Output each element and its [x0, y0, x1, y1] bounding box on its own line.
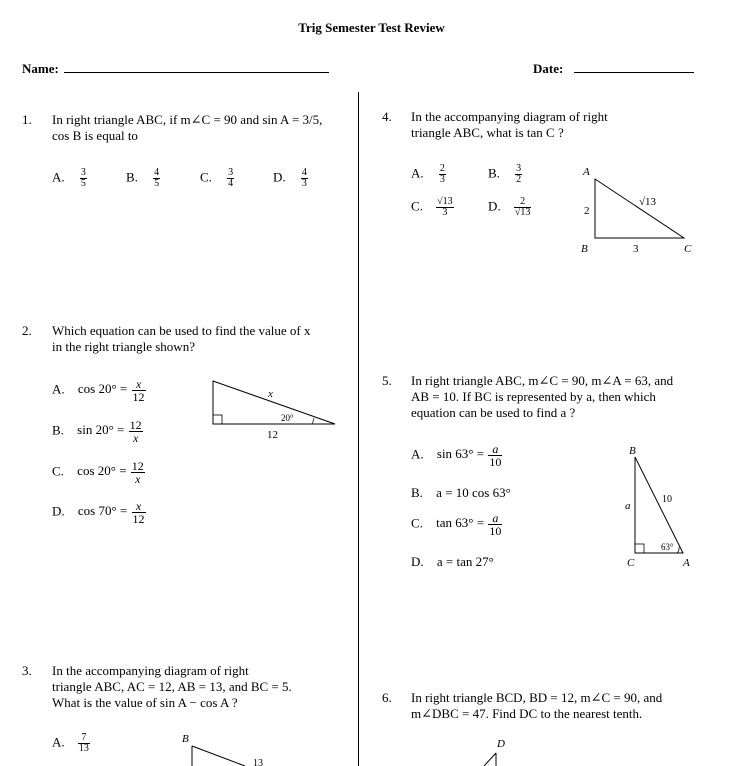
q5-option-a-fraction — [488, 443, 502, 468]
q3-number: 3. — [22, 663, 32, 678]
q1-option-b-label: B. — [126, 169, 138, 185]
q6-line-1: In right triangle BCD, BD = 12, m∠C = 90, and — [411, 690, 663, 705]
q4-option-b-num: 3 — [516, 163, 522, 174]
q4-line-1: In the accompanying diagram of right — [411, 109, 608, 124]
q1-option-c-label: C. — [200, 169, 212, 185]
q2-number: 2. — [22, 323, 32, 338]
q4-option-d-label: D. — [488, 198, 501, 214]
q1-option-a-den: 5 — [80, 178, 86, 189]
q1-option-d-fraction — [301, 168, 308, 189]
q4-line-2: triangle ABC, what is tan C ? — [411, 125, 564, 140]
q4-option-b[interactable] — [488, 164, 523, 185]
q5-option-c-den: 10 — [489, 524, 502, 538]
column-divider — [358, 92, 359, 766]
q6-number: 6. — [382, 690, 392, 705]
q4-option-b-fraction — [515, 164, 522, 185]
q5-angle-arc — [677, 547, 679, 553]
q2-option-b-num: 12 — [129, 418, 142, 432]
q2-line-1: Which equation can be used to find the value of x — [52, 323, 311, 338]
q2-option-d-lhs: cos 70° = — [77, 503, 128, 519]
q6-side-db — [484, 753, 496, 766]
q2-option-b[interactable] — [52, 419, 144, 444]
q2-option-c[interactable] — [52, 460, 146, 485]
q5-vertex-b: B — [629, 445, 636, 457]
q6-vertex-d: D — [497, 738, 505, 750]
q1-option-d[interactable] — [273, 168, 309, 189]
q1-option-a-num: 3 — [80, 167, 86, 178]
q2-option-c-fraction — [131, 460, 145, 485]
q4-option-c[interactable] — [411, 197, 455, 218]
q2-option-a-num: x — [132, 378, 146, 391]
q1-option-c[interactable] — [200, 168, 235, 189]
q6-triangle-diagram — [470, 733, 520, 766]
q5-option-a-num: a — [488, 443, 502, 456]
q1-option-a-label: A. — [52, 169, 65, 185]
q5-vertex-a: A — [683, 557, 690, 569]
q4-vertex-b: B — [581, 243, 588, 255]
q4-side-bc: 3 — [633, 243, 639, 255]
q3-side-label: 13 — [253, 758, 263, 766]
q2-option-a-den: 12 — [132, 390, 145, 404]
q2-triangle-diagram — [205, 375, 345, 445]
q5-angle-label: 63° — [661, 542, 674, 552]
q3-line-2: triangle ABC, AC = 12, AB = 13, and BC = 5. — [52, 679, 292, 694]
q5-side-a: a — [625, 500, 631, 512]
q2-triangle — [213, 381, 335, 424]
q4-option-b-label: B. — [488, 165, 500, 181]
date-field[interactable] — [574, 72, 694, 73]
q3-triangle-diagram — [175, 728, 275, 766]
q5-line-1: In right triangle ABC, m∠C = 90, m∠A = 63, and — [411, 373, 674, 388]
q5-option-c-lhs: tan 63° = — [436, 515, 485, 531]
q4-option-a[interactable] — [411, 164, 447, 185]
q3-side-ab — [192, 746, 245, 766]
q3-option-a-fraction — [78, 733, 90, 754]
q4-option-d-num: 2 — [514, 197, 532, 208]
q1-option-d-den: 3 — [301, 178, 307, 189]
page-title: Trig Semester Test Review — [298, 20, 445, 35]
q5-triangle-diagram — [615, 440, 705, 575]
q4-option-a-fraction — [439, 164, 446, 185]
q4-option-c-num: √13 — [437, 196, 453, 207]
q3-line-3: What is the value of sin A − cos A ? — [52, 695, 238, 710]
q5-option-a-den: 10 — [489, 455, 502, 469]
q5-number: 5. — [382, 373, 392, 388]
q4-option-d[interactable] — [488, 197, 532, 218]
q4-option-c-label: C. — [411, 198, 423, 214]
name-label: Name: — [22, 61, 59, 76]
q4-triangle-diagram — [575, 160, 705, 260]
q2-option-a[interactable] — [52, 378, 147, 403]
q5-option-d-label: D. — [411, 554, 424, 569]
q3-vertex-b: B — [182, 733, 189, 745]
q2-right-angle-mark — [213, 415, 222, 424]
q2-option-b-fraction — [129, 419, 143, 444]
q5-option-b-label: B. — [411, 485, 423, 500]
q2-option-a-lhs: cos 20° = — [77, 381, 128, 397]
q2-option-b-lhs: sin 20° = — [77, 422, 125, 438]
q1-number: 1. — [22, 112, 32, 127]
date-label: Date: — [533, 61, 564, 76]
q4-side-ab: 2 — [584, 205, 590, 217]
q1-option-c-num: 3 — [228, 167, 234, 178]
q5-option-d[interactable] — [411, 554, 494, 570]
q4-side-ac: √13 — [639, 196, 657, 208]
q1-line-2: cos B is equal to — [52, 128, 138, 143]
q5-option-c[interactable] — [411, 512, 503, 537]
q2-option-d-label: D. — [52, 503, 65, 519]
q1-option-b[interactable] — [126, 168, 161, 189]
q2-option-a-label: A. — [52, 381, 65, 397]
q5-option-b-text: a = 10 cos 63° — [436, 485, 511, 500]
q2-option-c-num: 12 — [131, 459, 144, 473]
q6-line-2: m∠DBC = 47. Find DC to the nearest tenth. — [411, 706, 643, 721]
q2-option-b-label: B. — [52, 422, 64, 438]
q4-option-d-fraction — [514, 197, 532, 218]
q3-option-a-num: 7 — [78, 733, 90, 744]
q2-option-d-den: 12 — [132, 512, 145, 526]
q2-line-2: in the right triangle shown? — [52, 339, 195, 354]
q1-option-a-fraction — [80, 168, 87, 189]
q3-option-a-den: 13 — [78, 743, 89, 754]
q4-triangle — [595, 179, 684, 238]
q5-hyp-label: 10 — [662, 494, 672, 505]
q2-option-c-lhs: cos 20° = — [77, 463, 127, 479]
q3-option-a-label: A. — [52, 734, 65, 750]
q2-option-d[interactable] — [52, 500, 147, 525]
q4-vertex-a: A — [583, 166, 590, 178]
q5-option-a-label: A. — [411, 446, 424, 462]
q3-line-1: In the accompanying diagram of right — [52, 663, 249, 678]
q4-option-a-num: 2 — [439, 163, 445, 174]
q5-line-2: AB = 10. If BC is represented by a, then which — [411, 389, 656, 404]
q4-option-a-den: 3 — [439, 174, 445, 185]
q2-angle-label: 20° — [281, 413, 294, 423]
q5-option-d-text: a = tan 27° — [436, 554, 494, 569]
q5-right-angle-mark — [635, 544, 644, 553]
q5-option-c-num: a — [488, 512, 502, 525]
q5-line-3: equation can be used to find a ? — [411, 405, 576, 420]
q2-base-label: 12 — [267, 429, 278, 441]
q2-option-a-fraction — [132, 378, 146, 403]
q5-triangle — [635, 457, 683, 553]
q2-option-c-den: x — [135, 472, 141, 486]
q1-option-b-den: 5 — [154, 178, 160, 189]
q5-option-c-fraction — [488, 512, 502, 537]
q4-vertex-c: C — [684, 243, 692, 255]
q4-option-c-fraction — [436, 197, 454, 218]
q1-option-d-num: 4 — [301, 167, 307, 178]
q5-option-c-label: C. — [411, 515, 423, 531]
q2-option-d-fraction — [132, 500, 146, 525]
q1-option-d-label: D. — [273, 169, 286, 185]
q5-option-a-lhs: sin 63° = — [436, 446, 485, 462]
q2-hyp-label: x — [268, 388, 273, 400]
q1-option-b-num: 4 — [154, 167, 160, 178]
q4-number: 4. — [382, 109, 392, 124]
q5-option-b[interactable] — [411, 485, 511, 501]
q2-option-c-label: C. — [52, 463, 64, 479]
q5-vertex-c: C — [627, 557, 635, 569]
name-field[interactable] — [64, 72, 329, 73]
q1-option-c-fraction — [227, 168, 234, 189]
q3-option-a[interactable] — [52, 733, 91, 754]
q1-option-b-fraction — [153, 168, 160, 189]
q2-option-b-den: x — [132, 431, 139, 445]
q4-option-d-den: √13 — [514, 207, 531, 218]
q2-option-d-num: x — [132, 500, 146, 513]
q5-option-a[interactable] — [411, 443, 503, 468]
q4-option-c-den: 3 — [442, 207, 448, 218]
q2-angle-arc — [312, 418, 314, 424]
q4-option-b-den: 2 — [516, 174, 522, 185]
q1-option-a[interactable] — [52, 168, 88, 189]
q1-option-c-den: 4 — [228, 178, 234, 189]
q1-line-1: In right triangle ABC, if m∠C = 90 and sin A = 3/5, — [52, 112, 323, 127]
q4-option-a-label: A. — [411, 165, 424, 181]
